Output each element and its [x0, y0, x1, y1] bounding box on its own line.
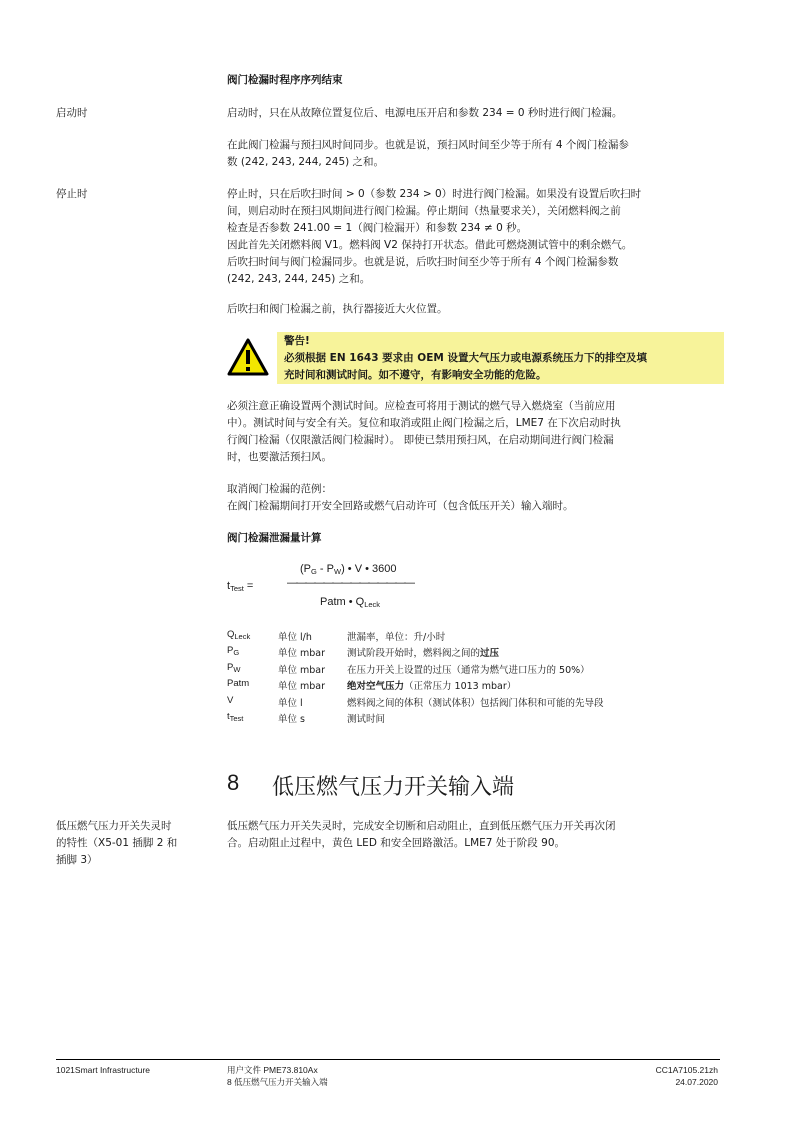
legend-symbol — [227, 662, 240, 673]
legend-symbol-main: P — [227, 645, 234, 657]
startup-paragraph-1: 启动时，只在从故障位置复位后、电源电压开启和参数 234 = 0 秒时进行阀门检漏。 — [227, 107, 623, 119]
footer-company: 1021Smart Infrastructure — [56, 1065, 151, 1075]
text-line: 停止时，只在后吹扫时间 > 0（参数 234 > 0）时进行阀门检漏。如果没有设置后吹扫时 — [227, 188, 642, 200]
warning-triangle-icon — [227, 338, 269, 376]
legend-description — [347, 645, 499, 659]
low-pressure-paragraph — [227, 818, 727, 852]
warning-text — [284, 333, 714, 384]
formula-text: = — [243, 580, 254, 592]
formula-lhs — [227, 580, 253, 592]
footer-doc-number: CC1A7105.21zh — [655, 1065, 718, 1075]
legend-symbol — [227, 711, 243, 722]
text-line: 必须注意正确设置两个测试时间。应检查可将用于测试的燃气导入燃烧室（当前应用 — [227, 400, 616, 412]
legend-symbol-main: Patm — [227, 678, 250, 690]
side-label-low-pressure — [56, 818, 206, 869]
footer-document — [227, 1064, 328, 1088]
text-line: 因此首先关闭燃料阀 V1。燃料阀 V2 保持打开状态。借此可燃烧测试管中的剩余燃气。 — [227, 239, 633, 251]
footer-doc-title: 用户文件 PME73.810Ax — [227, 1065, 318, 1075]
legend-symbol — [227, 678, 249, 689]
footer-doc-info — [600, 1064, 718, 1088]
formula-sub: Leck — [364, 600, 381, 609]
text-line: 数 (242, 243, 244, 245) 之和。 — [227, 156, 385, 168]
formula-text: Patm • Q — [320, 596, 365, 608]
text-line: 低压燃气压力开关失灵时，完成安全切断和启动阻止，直到低压燃气压力开关再次闭 — [227, 820, 616, 832]
legend-desc-bold: 过压 — [480, 648, 500, 660]
legend-desc-bold: 绝对空气压力 — [347, 681, 405, 693]
text-line: 合。启动阻止过程中，黄色 LED 和安全回路激活。LME7 处于阶段 90。 — [227, 837, 566, 849]
text-line: 后吹扫时间与阀门检漏同步。也就是说，后吹扫时间至少等于所有 4 个阀门检漏参数 — [227, 256, 619, 268]
legend-desc-text: 测试阶段开始时，燃料阀之间的 — [347, 648, 481, 660]
legend-symbol — [227, 695, 233, 706]
text-line: 中）。测试时间与安全有关。复位和取消或阻止阀门检漏之后，LME7 在下次启动时执 — [227, 417, 621, 429]
legend-desc-text: （正常压力 1013 mbar） — [404, 681, 517, 693]
legend-desc-text: 测试时间 — [347, 714, 386, 725]
legend-symbol-main: V — [227, 694, 234, 706]
text-line: 时，也要激活预扫风。 — [227, 451, 332, 463]
legend-symbol-sub: Leck — [234, 632, 251, 641]
legend-desc-text: 在压力开关上设置的过压（通常为燃气进口压力的 50%） — [347, 664, 590, 676]
startup-paragraph-2 — [227, 137, 727, 171]
legend-description — [347, 695, 604, 709]
legend-description — [347, 662, 590, 676]
text-line: 取消阀门检漏的范例： — [227, 483, 332, 495]
legend-symbol — [227, 629, 250, 640]
calc-heading: 阀门检漏泄漏量计算 — [227, 532, 322, 544]
shutdown-paragraph-2: 后吹扫和阀门检漏之前，执行器接近大火位置。 — [227, 303, 448, 315]
side-label-startup: 启动时 — [56, 107, 88, 119]
warning-title: 警告! — [284, 335, 310, 347]
legend-symbol-main: P — [227, 661, 234, 673]
legend-unit: 单位 l — [278, 697, 303, 709]
legend-symbol-sub: W — [233, 664, 241, 674]
footer-date: 24.07.2020 — [675, 1077, 718, 1087]
formula-text: ) • V • 3600 — [341, 563, 397, 575]
legend-description — [347, 711, 385, 725]
test-time-paragraph — [227, 398, 727, 466]
text-line: 在此阀门检漏与预扫风时间同步。也就是说，预扫风时间至少等于所有 4 个阀门检漏参 — [227, 139, 629, 151]
footer-chapter: 8 低压燃气压力开关输入端 — [227, 1077, 328, 1087]
text-line: (242, 243, 244, 245) 之和。 — [227, 273, 371, 285]
legend-row — [227, 711, 727, 727]
formula-sub: W — [333, 567, 342, 576]
legend-row — [227, 662, 727, 678]
text-line: 在阀门检漏期间打开安全回路或燃气启动许可（包含低压开关）输入端时。 — [227, 500, 574, 512]
text-line: 的特性（X5-01 插脚 2 和 — [56, 837, 178, 849]
text-line: 间，则启动时在预扫风期间进行阀门检漏。停止期间（热量要求关），关闭燃料阀之前 — [227, 205, 621, 217]
formula-text: t — [227, 580, 231, 592]
legend-unit: 单位 s — [278, 714, 305, 725]
warning-line: 必须根据 EN 1643 要求由 OEM 设置大气压力或电源系统压力下的排空及填 — [284, 352, 648, 364]
legend-unit: 单位 mbar — [278, 648, 326, 660]
formula-text: (P — [300, 563, 311, 575]
legend-row — [227, 645, 727, 661]
formula-numerator — [300, 563, 396, 575]
text-line: 行阀门检漏（仅限激活阀门检漏时）。 即使已禁用预扫风，在启动期间进行阀门检漏 — [227, 434, 614, 446]
legend-row — [227, 629, 727, 645]
legend-row — [227, 678, 727, 694]
formula-denominator — [320, 596, 380, 608]
formula-sub: Test — [230, 584, 244, 593]
legend-symbol — [227, 645, 239, 656]
legend-row — [227, 695, 727, 711]
legend-desc-text: 泄漏率，单位：升/小时 — [347, 632, 446, 643]
text-line: 检查是否参数 241.00 = 1（阀门检漏开）和参数 234 ≠ 0 秒。 — [227, 222, 528, 234]
side-label-shutdown: 停止时 — [56, 188, 88, 200]
legend-symbol-main: Q — [227, 629, 235, 640]
legend-unit: 单位 l/h — [278, 632, 312, 643]
warning-box — [227, 332, 724, 384]
cancel-example-paragraph — [227, 481, 727, 515]
legend-symbol-main: t — [227, 711, 230, 722]
text-line: 插脚 3） — [56, 854, 98, 866]
formula-text: - P — [316, 563, 334, 575]
section-heading-end-sequence: 阀门检漏时程序序列结束 — [227, 74, 343, 86]
shutdown-paragraph-1 — [227, 186, 727, 288]
legend-desc-text: 燃料阀之间的体积（测试体积）包括阀门体积和可能的先导段 — [347, 697, 604, 709]
legend-symbol-sub: G — [233, 648, 240, 658]
warning-line: 充时间和测试时间。如不遵守，有影响安全功能的危险。 — [284, 369, 547, 381]
chapter-title: 低压燃气压力开关输入端 — [272, 775, 515, 800]
footer-divider — [56, 1059, 720, 1060]
legend-symbol-sub: Test — [229, 714, 244, 723]
legend-unit: 单位 mbar — [278, 681, 326, 693]
legend-description — [347, 629, 445, 643]
text-line: 低压燃气压力开关失灵时 — [56, 820, 172, 832]
chapter-number: 8 — [227, 770, 240, 795]
formula-sub: G — [311, 567, 317, 576]
legend-description — [347, 678, 516, 692]
legend-unit: 单位 mbar — [278, 664, 326, 676]
formula-fraction-bar: —————————————— — [287, 577, 413, 589]
